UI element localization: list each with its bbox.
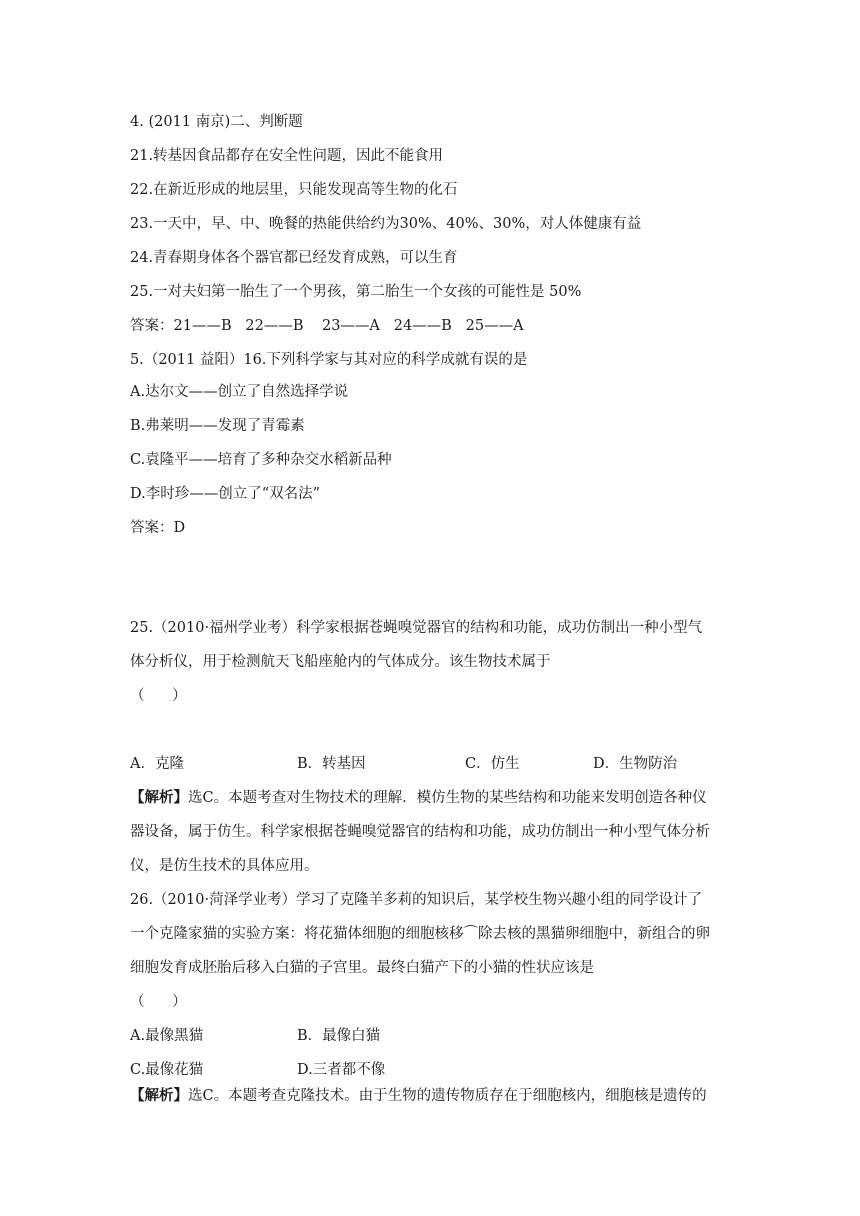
analysis-25-line-2: 器设备，属于仿生。科学家根据苍蝇嗅觉器官的结构和功能，成功仿制出一种小型气体分析 [130, 824, 710, 840]
option-d-biocontrol: D．生物防治 [593, 756, 678, 772]
question-5: 5.（2011 益阳）16.下列科学家与其对应的科学成就有误的是 [130, 352, 528, 368]
option-d: D.李时珍——创立了“双名法” [130, 486, 321, 502]
question-4-title: 4. (2011 南京)二、判断题 [130, 114, 303, 130]
option-c-calico-cat: C.最像花猫 [130, 1062, 204, 1078]
analysis-label-26: 【解析】 [130, 1087, 188, 1104]
option-b-white-cat: B．最像白猫 [297, 1028, 381, 1044]
option-a: A.达尔文——创立了自然选择学说 [130, 384, 349, 400]
analysis-25-line-1 [130, 788, 707, 808]
question-25-line-1: 25.（2010·福州学业考）科学家根据苍蝇嗅觉器官的结构和功能，成功仿制出一种小型气 [130, 620, 703, 636]
judgment-item-24: 24.青春期身体各个器官都已经发育成熟，可以生育 [130, 250, 458, 266]
answer-section-2: 答案：D [130, 520, 186, 536]
option-d-none: D.三者都不像 [297, 1062, 386, 1078]
question-26-line-3: 细胞发育成胚胎后移入白猫的子宫里。最终白猫产下的小猫的性状应该是 [130, 960, 594, 976]
analysis-text: 选C。本题考查对生物技术的理解．模仿生物的某些结构和功能来发明创造各种仪 [188, 790, 707, 806]
analysis-26-line-1 [130, 1086, 707, 1106]
judgment-item-25: 25.一对夫妇第一胎生了一个男孩，第二胎生一个女孩的可能性是 50% [130, 284, 582, 300]
judgment-item-23: 23.一天中，早、中、晚餐的热能供给约为30%、40%、30%，对人体健康有益 [130, 216, 642, 232]
analysis-text-26: 选C。本题考查克隆技术。由于生物的遗传物质存在于细胞核内，细胞核是遗传的 [188, 1088, 707, 1104]
judgment-item-21: 21.转基因食品都存在安全性问题，因此不能食用 [130, 148, 444, 164]
option-c: C.袁隆平——培育了多种杂交水稻新品种 [130, 452, 392, 468]
answer-paren-26: （ ） [130, 994, 187, 1010]
analysis-25-line-3: 仪，是仿生技术的具体应用。 [130, 858, 319, 874]
answer-section-1: 答案：21——B 22——B 23——A 24——B 25——A [130, 318, 524, 334]
option-a-clone: A．克隆 [130, 756, 184, 772]
judgment-item-22: 22.在新近形成的地层里，只能发现高等生物的化石 [130, 182, 458, 198]
question-25-line-2: 体分析仪，用于检测航天飞船座舱内的气体成分。该生物技术属于 [130, 654, 551, 670]
option-b-transgenic: B．转基因 [297, 756, 366, 772]
question-26-line-2: 一个克隆家猫的实验方案：将花猫体细胞的细胞核移⌒除去核的黑猫卵细胞中，新组合的卵 [130, 926, 710, 942]
option-c-bionic: C．仿生 [465, 756, 520, 772]
answer-paren: （ ） [130, 688, 187, 704]
option-a-black-cat: A.最像黑猫 [130, 1028, 204, 1044]
question-26-line-1: 26.（2010·菏泽学业考）学习了克隆羊多莉的知识后，某学校生物兴趣小组的同学设计了 [130, 892, 703, 908]
option-b: B.弗莱明——发现了青霉素 [130, 418, 305, 434]
analysis-label: 【解析】 [130, 789, 188, 806]
